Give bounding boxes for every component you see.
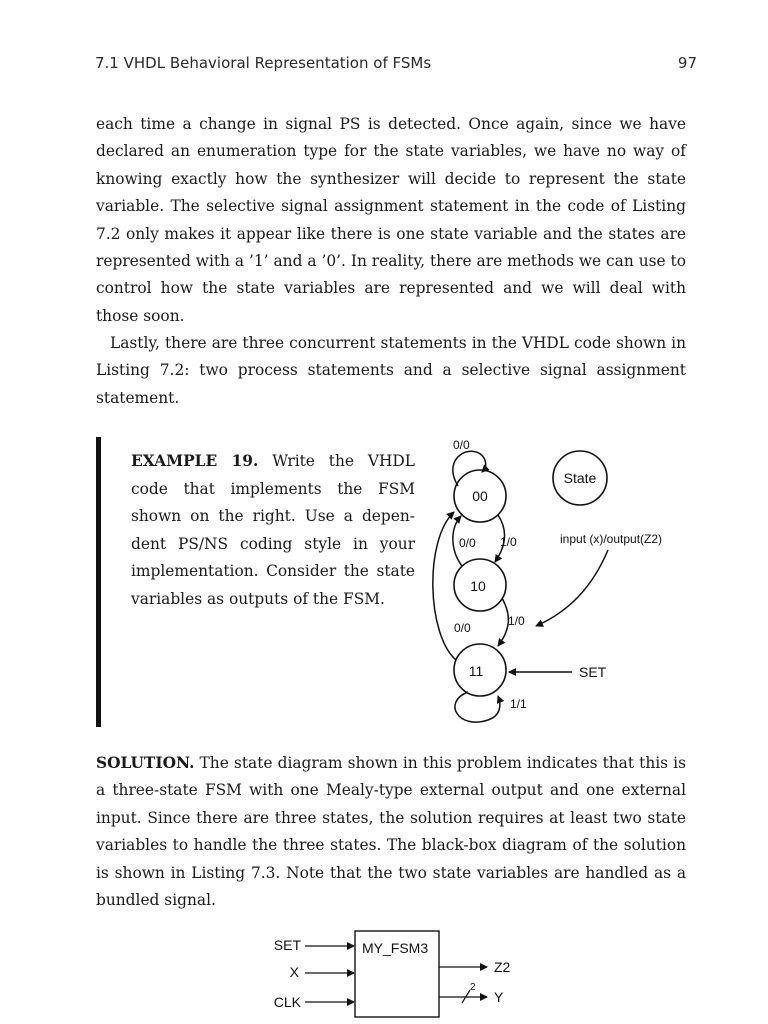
paragraph-1: each time a change in signal PS is detected. Once again, since we have declared an enumeration type for the state variables, we have no way of knowing exactly how the synthesizer will decide to represent the state variable. The selective signal assignment statement in the code of Listing 7.2 only makes it appear like there is one state variable and the states are represented with a ’1’ and a ’0’. In reality, there are methods we can use to control how the state variables are represented and we will deal with those soon. [96, 115, 686, 325]
page-number: 97 [677, 54, 697, 72]
state-10-label: 10 [470, 578, 486, 594]
legend-io-label: input (x)/output(Z2) [560, 532, 663, 546]
example-margin-bar [96, 437, 101, 727]
edge-10-to-11 [498, 598, 508, 646]
input-clk-label: CLK [273, 994, 301, 1010]
section-title: 7.1 VHDL Behavioral Representation of FSMs [95, 54, 432, 72]
state-11-label: 11 [468, 663, 484, 679]
running-header [95, 54, 697, 76]
label-self-11: 1/1 [510, 697, 527, 711]
paragraph-2: Lastly, there are three concurrent statements in the VHDL code shown in Listing 7.2: two process statements and a selective signal assignment statement. [96, 334, 686, 407]
legend-pointer [536, 550, 608, 626]
module-name: MY_FSM3 [362, 940, 429, 956]
label-00-to-10: 1/0 [500, 535, 517, 549]
solution-label: SOLUTION. [96, 754, 195, 772]
output-z2-label: Z2 [494, 959, 511, 975]
label-10-to-11: 1/0 [508, 614, 525, 628]
bus-width-label: 2 [470, 982, 476, 993]
solution-paragraph [96, 750, 686, 914]
label-self-00: 0/0 [453, 438, 470, 452]
example-statement: Write the VHDL code that implements the FSM shown on the right. Use a dependent PS/NS coding style in your implementation. Consider the state variables as outputs of the FSM. [131, 452, 415, 608]
paragraph-lastly [96, 330, 686, 412]
solution-text: The state diagram shown in this problem indicates that this is a three-state FSM with one Mealy-type external output and one external input. Since there are three states, the solution requires at least two state variables to handle the three states. The black-box diagram of the solution is shown in Listing 7.3. Note that the two state variables are handled as a bundled signal. [96, 754, 686, 910]
example-label: EXAMPLE 19. [131, 452, 259, 470]
state-00-label: 00 [472, 488, 488, 504]
example-box [131, 448, 415, 614]
input-x-label: X [289, 964, 299, 980]
fsm-state-diagram [432, 430, 694, 730]
output-y-label: Y [494, 989, 504, 1005]
set-input-label: SET [579, 664, 607, 680]
paragraph-continuation [96, 111, 686, 330]
legend-state-label: State [563, 470, 597, 486]
input-set-label: SET [273, 937, 301, 953]
label-11-to-10: 0/0 [454, 621, 471, 635]
self-loop-00 [453, 451, 486, 486]
black-box-diagram [262, 926, 522, 1022]
label-10-to-00: 0/0 [459, 536, 476, 550]
